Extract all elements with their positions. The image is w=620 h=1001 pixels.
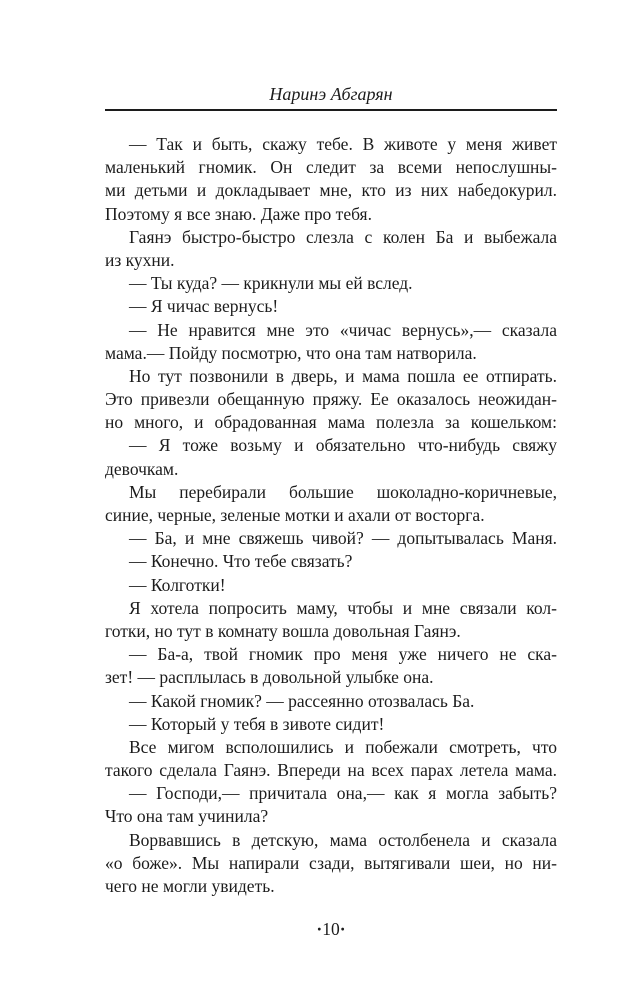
text-line: — Ты куда? — крикнули мы ей вслед. bbox=[129, 273, 413, 294]
text-line: — Господи,— причитала она,— как я могла забыть? bbox=[129, 783, 557, 804]
text-line: Ворвавшись в детскую, мама остолбенела и сказала bbox=[129, 829, 557, 850]
text-line: Я хотела попросить маму, чтобы и мне связали кол- bbox=[129, 597, 557, 618]
text-line: — Который у тебя в зивоте сидит! bbox=[129, 713, 385, 734]
text-line: — Колготки! bbox=[129, 574, 226, 595]
text-line: — Конечно. Что тебе связать? bbox=[129, 551, 353, 572]
text-line: маленький гномик. Он следит за всеми непослушны- bbox=[105, 157, 557, 178]
text-line: ми детьми и докладывает мне, кто из них набедокурил. bbox=[105, 180, 557, 201]
page-number-dot-left: · bbox=[316, 919, 323, 939]
text-line: чего не могли увидеть. bbox=[105, 876, 275, 896]
body-text bbox=[105, 133, 557, 898]
text-line: синие, черные, зеленые мотки и ахали от восторга. bbox=[105, 505, 485, 525]
text-line: «о боже». Мы напирали сзади, вытягивали шеи, но ни- bbox=[105, 852, 557, 873]
text-line: но много, и обрадованная мама полезла за кошельком: bbox=[105, 412, 557, 433]
page-number-value: 10 bbox=[322, 919, 340, 939]
text-line: — Так и быть, скажу тебе. В животе у меня живет bbox=[129, 134, 557, 154]
page-number-dot-right: · bbox=[339, 919, 346, 939]
text-line: Это привезли обещанную пряжу. Ее оказалось неожидан- bbox=[105, 389, 557, 410]
text-line: Поэтому я все знаю. Даже про тебя. bbox=[105, 203, 372, 224]
text-line: мама.— Пойду посмотрю, что она там натворила. bbox=[105, 342, 477, 363]
text-line: из кухни. bbox=[105, 249, 175, 270]
text-line: — Какой гномик? — рассеянно отозвалась Ба. bbox=[129, 690, 475, 711]
text-line: девочкам. bbox=[105, 458, 179, 479]
text-line: Все мигом всполошились и побежали смотреть, что bbox=[129, 736, 557, 757]
text-line: готки, но тут в комнату вошла довольная Гаянэ. bbox=[105, 620, 461, 641]
page-number bbox=[105, 918, 557, 941]
text-line: — Ба, и мне свяжешь чивой? — допытывалась Маня. bbox=[129, 528, 557, 549]
running-head-author: Наринэ Абгарян bbox=[269, 84, 393, 104]
text-line: Гаянэ быстро-быстро слезла с колен Ба и выбежала bbox=[129, 226, 557, 247]
text-line: Мы перебирали большие шоколадно-коричневые, bbox=[129, 481, 557, 502]
text-line: такого сделала Гаянэ. Впереди на всех парах летела мама. bbox=[105, 760, 557, 781]
text-line: Но тут позвонили в дверь, и мама пошла ее отпирать. bbox=[129, 365, 557, 386]
text-line: — Я чичас вернусь! bbox=[129, 296, 279, 317]
text-line: Что она там учинила? bbox=[105, 806, 269, 827]
text-line: — Не нравится мне это «чичас вернусь»,— сказала bbox=[129, 319, 557, 340]
text-line: — Я тоже возьму и обязательно что-нибудь свяжу bbox=[129, 435, 557, 456]
header-rule bbox=[105, 109, 557, 111]
text-line: — Ба-а, твой гномик про меня уже ничего не ска- bbox=[129, 644, 557, 665]
text-line: зет! — расплылась в довольной улыбке она. bbox=[105, 667, 434, 688]
